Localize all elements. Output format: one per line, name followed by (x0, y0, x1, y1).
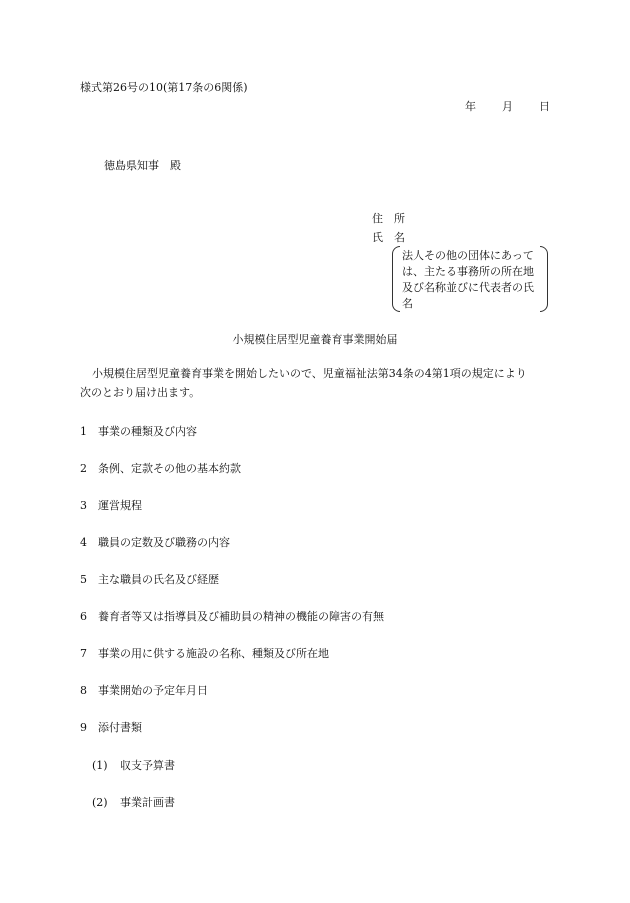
attachment-item (92, 759, 175, 773)
item-number: 7 (80, 647, 87, 660)
item-text: 職員の定数及び職務の内容 (98, 536, 230, 549)
list-item (80, 721, 142, 735)
list-item (80, 536, 230, 550)
item-number: 6 (80, 610, 87, 623)
item-text: 事業の用に供する施設の名称、種類及び所在地 (98, 647, 329, 660)
form-number: 様式第26号の10(第17条の6関係) (80, 81, 248, 94)
addressee: 徳島県知事 殿 (104, 159, 181, 172)
attachment-number: (1) (92, 759, 108, 772)
item-text: 運営規程 (98, 499, 142, 512)
date-day: 日 (539, 100, 550, 113)
item-text: 養育者等又は指導員及び補助員の精神の機能の障害の有無 (98, 610, 384, 623)
body-text-line-2: 次のとおり届け出ます。 (80, 386, 201, 399)
item-text: 添付書類 (98, 721, 142, 734)
address-label: 住 所 (372, 212, 405, 225)
note-text: 法人その他の団体にあっては、主たる事務所の所在地及び名称並びに代表者の氏名 (402, 249, 534, 310)
date-month: 月 (502, 100, 513, 113)
list-item (80, 462, 241, 476)
list-item (80, 610, 384, 624)
list-item (80, 647, 329, 661)
corporation-note (392, 246, 548, 312)
item-number: 8 (80, 684, 87, 697)
attachment-item (92, 796, 175, 810)
item-number: 4 (80, 536, 87, 549)
item-number: 1 (80, 425, 87, 438)
attachment-number: (2) (92, 796, 108, 809)
date-year: 年 (465, 100, 476, 113)
item-text: 事業開始の予定年月日 (98, 684, 208, 697)
list-item (80, 684, 208, 698)
item-text: 条例、定款その他の基本約款 (98, 462, 241, 475)
list-item (80, 573, 219, 587)
list-item (80, 425, 197, 439)
note-bracket-right (540, 246, 548, 312)
attachment-text: 事業計画書 (120, 796, 175, 809)
item-text: 主な職員の氏名及び経歴 (98, 573, 219, 586)
date-line (465, 100, 550, 114)
item-number: 5 (80, 573, 87, 586)
item-number: 9 (80, 721, 87, 734)
item-text: 事業の種類及び内容 (98, 425, 197, 438)
list-item (80, 499, 142, 513)
item-number: 2 (80, 462, 87, 475)
body-text-line-1: 小規模住居型児童養育事業を開始したいので、児童福祉法第34条の4第1項の規定により (92, 367, 527, 380)
item-number: 3 (80, 499, 87, 512)
document-title: 小規模住居型児童養育事業開始届 (232, 333, 398, 346)
attachment-text: 収支予算書 (120, 759, 175, 772)
note-bracket-left (392, 246, 400, 312)
name-label: 氏 名 (372, 231, 405, 244)
